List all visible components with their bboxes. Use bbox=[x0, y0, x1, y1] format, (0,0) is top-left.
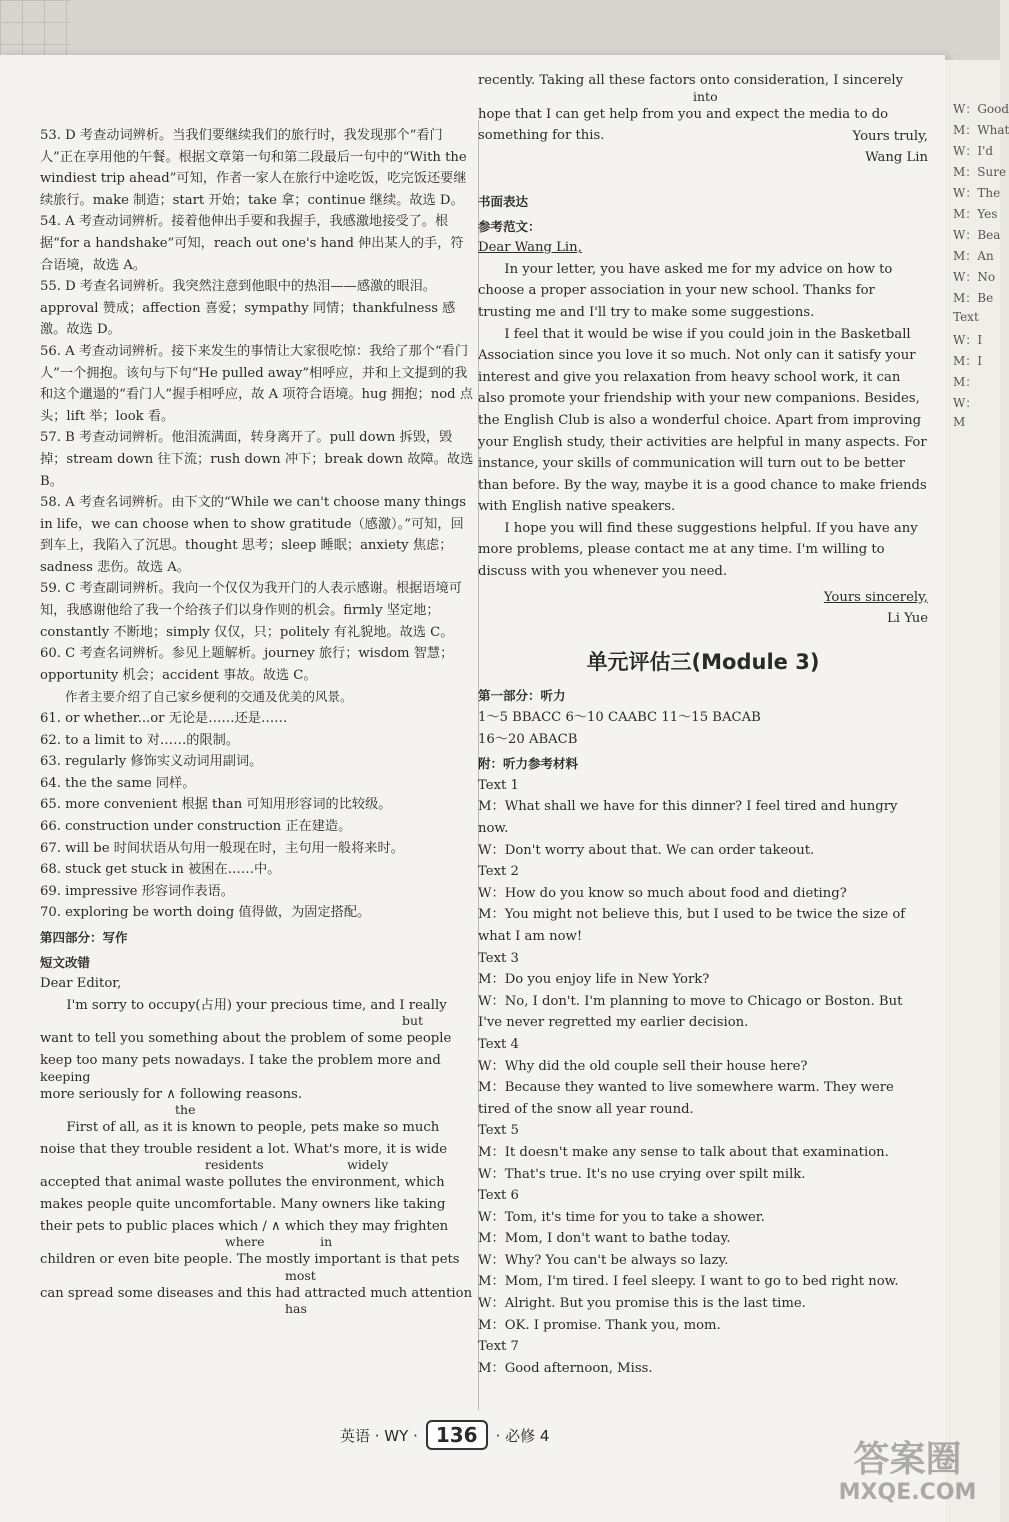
section-heading: 第一部分：听力 bbox=[478, 688, 566, 704]
correction: where in bbox=[225, 1234, 333, 1250]
answer-item: 58. A 考查名词辨析。由下文的“While we can't choose many things in life，we can choose when to show gratitude（感激）。”可知，回到车上，我陷入了沉思。thought 思考；sleep 睡眠；anxiety 焦虑；sadness 悲伤。故选 A。 bbox=[40, 495, 467, 575]
letter-line: their pets to public places which / ∧ which they may frighten bbox=[40, 1218, 449, 1234]
sub-heading: 附：听力参考材料 bbox=[478, 756, 579, 772]
dialogue-line: M：Good afternoon, Miss. bbox=[478, 1360, 653, 1376]
dialogue-line: W：That's true. It's no use crying over spilt milk. bbox=[478, 1166, 806, 1182]
letter-line: recently. Taking all these factors onto consideration, I sincerely bbox=[478, 73, 904, 88]
page-footer bbox=[340, 1418, 549, 1452]
grammar-answer: 63. regularly 修饰实义动词用副词。 bbox=[40, 754, 263, 770]
correction: but bbox=[402, 1013, 424, 1029]
answer-item: 57. B 考查动词辨析。他泪流满面，转身离开了。pull down 拆毁，毁掉；stream down 往下流；rush down 冲下；break down 故障。故选 B。 bbox=[40, 430, 474, 489]
essay-signature: Li Yue bbox=[886, 611, 928, 627]
dialogue-line: Text 2 bbox=[478, 864, 519, 880]
dialogue-line: W：Why did the old couple sell their house here? bbox=[478, 1058, 808, 1074]
page-number: 136 bbox=[426, 1420, 488, 1450]
essay-paragraph: I feel that it would be wise if you could join in the Basketball Association since you love it so much. Not only can it satisfy your interest and give you relaxation from heavy school work, it can also promote your friendship with your new companions. Besides, the English Club is also a wonderful choice. Apart from improving your English study, their activities are helpful in many aspects. For instance, your skills of communication will turn out to be better than before. By the way, maybe it is a good chance to make friends with English native speakers. bbox=[478, 326, 927, 515]
letter-line: keep too many pets nowadays. I take the problem more and bbox=[40, 1052, 441, 1068]
adjacent-page-fragment: M： bbox=[953, 375, 978, 389]
grammar-answer: 68. stuck get stuck in 被困在……中。 bbox=[40, 862, 281, 878]
adjacent-page-fragment: M bbox=[953, 415, 966, 429]
dialogue-line: M：Because they wanted to live somewhere warm. They were tired of the snow all year round. bbox=[478, 1080, 894, 1117]
dialogue-line: M：Do you enjoy life in New York? bbox=[478, 972, 710, 988]
grammar-answer: 66. construction under construction 正在建造。 bbox=[40, 819, 352, 834]
answer-item: 59. C 考查副词辨析。我向一个仅仅为我开门的人表示感谢。根据语境可知，我感谢他给了我一个给孩子们以身作则的机会。firmly 坚定地；constantly 不断地；simply 仅仅，只；politely 有礼貌地。故选 C。 bbox=[40, 581, 462, 640]
dialogue-line: Text 3 bbox=[478, 950, 519, 966]
essay-paragraph: I hope you will find these suggestions helpful. If you have any more problems, please contact me at any time. I'm willing to discuss with you whenever you need. bbox=[478, 520, 918, 580]
dialogue-line: Text 5 bbox=[478, 1123, 519, 1139]
essay-greeting: Dear Wang Lin, bbox=[478, 240, 582, 256]
grammar-answer: 70. exploring be worth doing 值得做，为固定搭配。 bbox=[40, 905, 371, 921]
watermark-logo-text: 答案圈 bbox=[853, 1439, 962, 1480]
letter-closing: Yours truly, bbox=[852, 128, 928, 144]
letter-line: hope that I can get help from you and expect the media to do bbox=[478, 106, 889, 122]
dialogue-line: Text 4 bbox=[478, 1036, 519, 1052]
letter-line: accepted that animal waste pollutes the environment, which bbox=[40, 1175, 445, 1191]
dialogue-line: W：Don't worry about that. We can order takeout. bbox=[478, 842, 815, 858]
dialogue-line: W：Why? You can't be always so lazy. bbox=[478, 1252, 729, 1268]
letter-signature: Wang Lin bbox=[865, 150, 928, 166]
summary-note: 作者主要介绍了自己家乡便利的交通及优美的风景。 bbox=[65, 689, 353, 705]
answer-key: 1～5 BBACC 6～10 CAABC 11～15 BACAB bbox=[478, 710, 761, 726]
adjacent-page-fragment: M：Yes bbox=[953, 207, 998, 221]
adjacent-page-fragment: W：Bea bbox=[953, 228, 1001, 242]
dialogue-line: W：How do you know so much about food and dieting? bbox=[478, 885, 847, 901]
background-desk bbox=[0, 0, 1000, 60]
correction: most bbox=[285, 1267, 316, 1283]
right-column bbox=[478, 70, 928, 1379]
sub-heading: 参考范文： bbox=[478, 218, 541, 234]
adjacent-page-fragment: W：I'd bbox=[953, 144, 994, 158]
letter-line: something for this. bbox=[478, 128, 605, 144]
essay-paragraph: In your letter, you have asked me for my advice on how to choose a proper association in your new school. Thanks for trusting me and I'll try to make some suggestions. bbox=[478, 261, 893, 320]
dialogue-line: M：It doesn't make any sense to talk about that examination. bbox=[478, 1144, 889, 1160]
adjacent-page-fragment: W：The bbox=[953, 186, 1001, 200]
answer-item: 55. D 考查名词辨析。我突然注意到他眼中的热泪——感激的眼泪。approval 赞成；affection 喜爱；sympathy 同情；thankfulness 感激。故选 D。 bbox=[40, 279, 456, 338]
answer-item: 54. A 考查动词辨析。接着他伸出手要和我握手，我感激地接受了。根据“for a handshake”可知，reach out one's hand 伸出某人的手，符合语境，故选 A。 bbox=[40, 214, 464, 273]
dialogue-line: M：Mom, I don't want to bathe today. bbox=[478, 1231, 731, 1247]
letter-line: makes people quite uncomfortable. Many owners like taking bbox=[40, 1196, 446, 1212]
answer-item: 56. A 考查动词辨析。接下来发生的事情让大家很吃惊：我给了那个“看门人”一个拥抱。该句与下句“He pulled away”相呼应，并和上文提到的我和这个邋遢的“看门人”握手相呼应，故 A 项符合语境。hug 拥抱；nod 点头；lift 举；look 看。 bbox=[40, 343, 473, 424]
correction: keeping bbox=[40, 1068, 91, 1084]
dialogue-line: Text 7 bbox=[478, 1339, 519, 1355]
grid-paper bbox=[0, 0, 70, 60]
dialogue-line: M：You might not believe this, but I used to be twice the size of what I am now! bbox=[478, 907, 906, 944]
adjacent-page-fragment: Text bbox=[953, 310, 979, 324]
adjacent-page-fragment: M：Sure bbox=[953, 165, 1007, 179]
letter-line: noise that they trouble resident a lot. What's more, it is wide bbox=[40, 1141, 448, 1157]
adjacent-page-fragment: W： bbox=[953, 396, 978, 410]
letter-greeting: Dear Editor, bbox=[40, 976, 122, 992]
watermark bbox=[820, 1440, 995, 1506]
answer-key: 16～20 ABACB bbox=[478, 731, 578, 747]
adjacent-page-fragment: M：I bbox=[953, 354, 983, 368]
grammar-answer: 64. the the same 同样。 bbox=[40, 775, 196, 791]
grammar-answer: 65. more convenient 根据 than 可知用形容词的比较级。 bbox=[40, 797, 392, 813]
dialogue-line: M：OK. I promise. Thank you, mom. bbox=[478, 1317, 721, 1333]
grammar-answer: 62. to a limit to 对……的限制。 bbox=[40, 732, 240, 748]
section-heading: 书面表达 bbox=[478, 193, 529, 209]
unit-title: 单元评估三(Module 3) bbox=[586, 649, 820, 674]
adjacent-page-fragment: M：What bbox=[953, 123, 1009, 137]
letter-line: want to tell you something about the problem of some people bbox=[40, 1031, 452, 1047]
adjacent-page-fragment: W：No bbox=[953, 270, 996, 284]
adjacent-page-fragment: W：Good bbox=[953, 102, 1009, 116]
correction: residents widely bbox=[205, 1157, 389, 1173]
dialogue-line: W：Alright. But you promise this is the last time. bbox=[478, 1296, 806, 1312]
essay-closing: Yours sincerely, bbox=[823, 589, 928, 605]
adjacent-page-fragment: M：An bbox=[953, 249, 994, 263]
adjacent-page-fragment: W：I bbox=[953, 333, 983, 347]
watermark-url: MXQE.COM bbox=[838, 1480, 977, 1505]
correction: into bbox=[693, 88, 718, 104]
dialogue-line: W：Tom, it's time for you to take a shower. bbox=[478, 1209, 765, 1225]
answer-item: 53. D 考查动词辨析。当我们要继续我们的旅行时，我发现那个“看门人”正在享用他的午餐。根据文章第一句和第二段最后一句中的“With the windiest trip ahead”可知，作者一家人在旅行中途吃饭，吃完饭还要继续旅行。make 制造；start 开始；take 拿；continue 继续。故选 D。 bbox=[40, 128, 467, 208]
sub-heading: 短文改错 bbox=[40, 954, 91, 970]
grammar-answer: 69. impressive 形容词作表语。 bbox=[40, 883, 234, 899]
dialogue-line: Text 6 bbox=[478, 1188, 519, 1204]
letter-line: First of all, as it is known to people, pets make so much bbox=[66, 1120, 440, 1136]
answer-item: 60. C 考查名词辨析。参见上题解析。journey 旅行；wisdom 智慧；opportunity 机会；accident 事故。故选 C。 bbox=[40, 646, 454, 683]
listening-script bbox=[478, 775, 928, 1380]
left-column bbox=[40, 125, 475, 1316]
letter-line: can spread some diseases and this had attracted much attention bbox=[40, 1285, 473, 1301]
dialogue-line: M：What shall we have for this dinner? I feel tired and hungry now. bbox=[478, 799, 898, 836]
footer-book: · 必修 4 bbox=[495, 1426, 550, 1445]
adjacent-page-edge bbox=[945, 60, 1009, 1522]
dialogue-line: W：No, I don't. I'm planning to move to Chicago or Boston. But I've never regretted my earlier decision. bbox=[478, 993, 903, 1031]
dialogue-line: Text 1 bbox=[478, 777, 519, 793]
dialogue-line: M：Mom, I'm tired. I feel sleepy. I want to go to bed right now. bbox=[478, 1274, 899, 1290]
correction: has bbox=[285, 1301, 307, 1317]
letter-line: more seriously for ∧ following reasons. bbox=[40, 1086, 303, 1102]
letter-line: children or even bite people. The mostly important is that pets bbox=[40, 1252, 460, 1268]
correction: the bbox=[175, 1102, 196, 1118]
letter-line: I'm sorry to occupy(占用) your precious time, and I really bbox=[66, 997, 447, 1013]
grammar-answer: 61. or whether...or 无论是……还是…… bbox=[40, 711, 288, 727]
adjacent-page-fragment: M：Be bbox=[953, 291, 994, 305]
section-heading: 第四部分：写作 bbox=[40, 929, 128, 945]
grammar-answer: 67. will be 时间状语从句用一般现在时，主句用一般将来时。 bbox=[40, 840, 404, 856]
footer-subject: 英语 · WY · bbox=[340, 1426, 418, 1445]
